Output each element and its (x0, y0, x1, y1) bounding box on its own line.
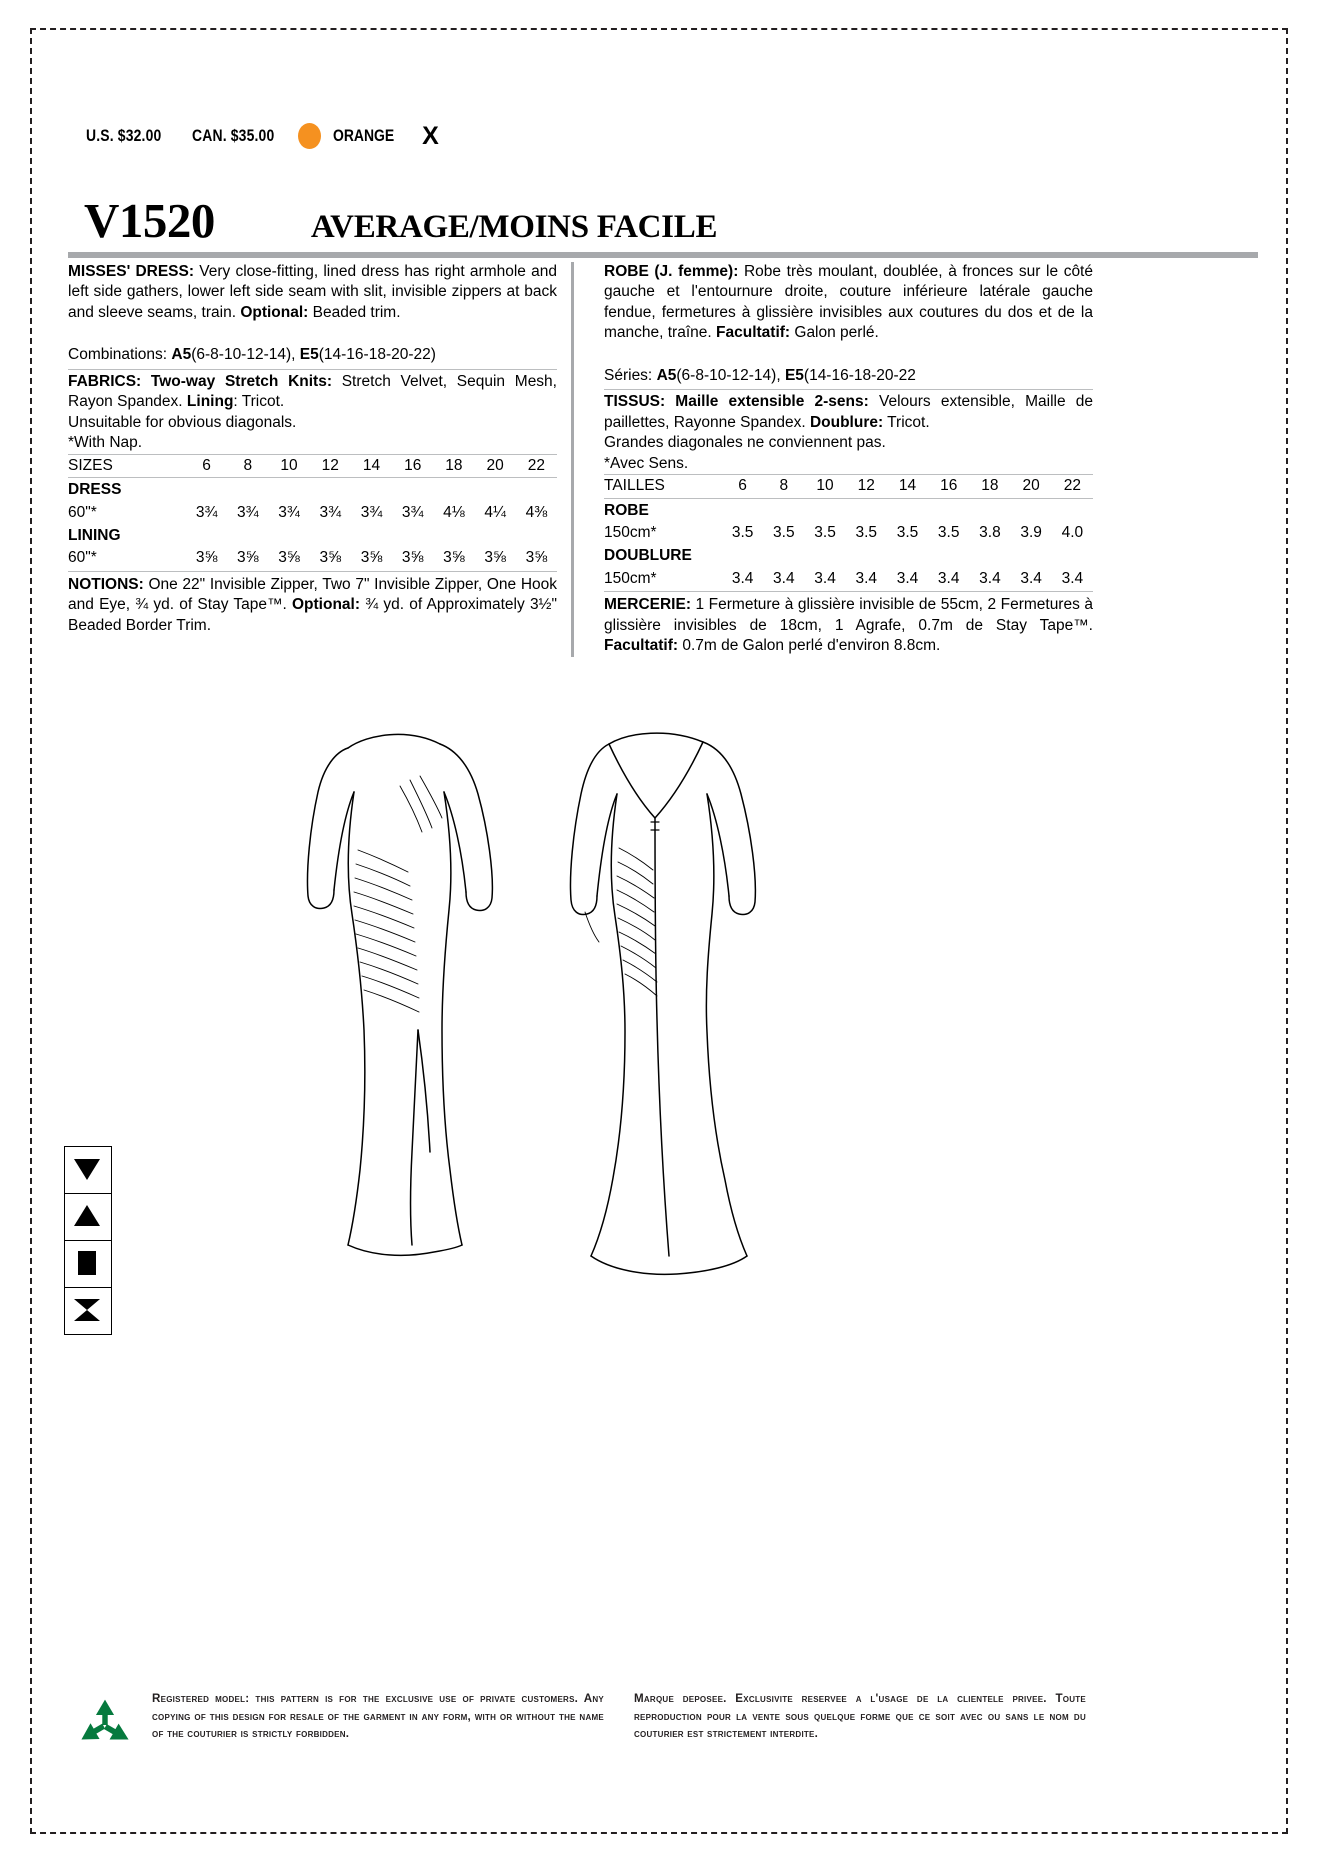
french-yardage-cell: 3.4 (1052, 568, 1093, 592)
french-combinations (604, 366, 1093, 386)
french-yardage-cell: 4.0 (1061, 523, 1084, 541)
table-row (604, 568, 1093, 592)
french-unsuitable: Grandes diagonales ne conviennent pas. (604, 434, 886, 452)
english-yardage-cell: 4¼ (484, 503, 506, 521)
english-notions-body: One 22" Invisible Zipper, Two 7" Invisible Zipper, One Hook and Eye, ¾ yd. of Stay Tape™. (68, 575, 557, 614)
view-symbols-strip (64, 1146, 112, 1335)
french-yardage-cell: 3.5 (937, 523, 960, 541)
french-optional-body: Galon perlé. (790, 324, 879, 342)
description-columns (68, 262, 1258, 657)
french-group-doublure-row (604, 544, 1093, 567)
french-notions-optional-label: Facultatif: (604, 637, 679, 655)
french-size-col: 12 (846, 475, 887, 498)
title-row (84, 193, 1212, 248)
french-combinations-label: Séries: (604, 366, 657, 384)
price-us: U.S. $32.00 (86, 126, 162, 145)
english-unsuitable: Unsuitable for obvious diagonals. (68, 413, 297, 431)
english-lining-body: : Tricot. (233, 393, 285, 411)
english-size-col: 14 (351, 454, 392, 477)
english-yardage-cell: 3¾ (360, 503, 383, 521)
french-yardage-cell: 3.4 (804, 568, 845, 592)
french-lining-label: Doublure: (809, 413, 884, 431)
french-width-label: 150cm* (604, 523, 657, 541)
french-column (590, 262, 1093, 657)
english-yardage-cell: 3⅝ (433, 547, 474, 571)
orange-swatch-icon (298, 123, 321, 149)
english-yardage-cell: 3⅝ (392, 547, 433, 571)
english-yardage-table (68, 454, 557, 572)
pattern-number: V1520 (84, 193, 215, 248)
english-combinations (68, 345, 557, 365)
english-fabrics (68, 372, 557, 413)
english-yardage-cell: 3⅝ (227, 547, 268, 571)
french-size-col: 8 (763, 475, 804, 498)
english-yardage-cell: 4⅛ (443, 503, 465, 521)
french-rule-1 (604, 389, 1093, 390)
french-yardage-cell: 3.4 (1011, 568, 1052, 592)
english-group-dress-row (68, 478, 557, 502)
french-size-col: 20 (1011, 475, 1052, 498)
footer-legal (68, 1690, 1258, 1754)
french-fabrics-body: Velours extensible, Maille de paillettes, Rayonne Spandex. (604, 393, 1093, 431)
french-combination-a: A5 (656, 366, 677, 384)
english-notions-optional-body: ¾ yd. of Approximately 3½" Beaded Border Trim. (68, 596, 557, 634)
english-size-col: 20 (475, 454, 516, 477)
table-row (604, 522, 1093, 544)
french-width-label: 150cm* (604, 568, 722, 592)
english-description-body: Very close-fitting, lined dress has right armhole and left side gathers, lower left side seam with slit, invisible zippers at back and sleeve seams, train. (68, 263, 557, 321)
english-yardage-cell: 3⅝ (475, 547, 516, 571)
english-width-label: 60"* (68, 503, 97, 521)
english-rule-1 (68, 369, 557, 370)
french-combination-e-sizes: (14-16-18-20-22 (803, 366, 916, 384)
english-group-name: DRESS (68, 481, 122, 499)
english-fabrics-body: Stretch Velvet, Sequin Mesh, Rayon Spandex. (68, 372, 557, 411)
english-yardage-cell: 3¾ (278, 503, 300, 521)
french-yardage-cell: 3.4 (928, 568, 969, 592)
price-row (86, 123, 439, 149)
french-description-label: ROBE (J. femme): (604, 263, 739, 280)
french-yardage-cell: 3.4 (763, 568, 804, 592)
legal-text-english: Registered model: this pattern is for the exclusive use of private customers. Any copying of this design for resale of the garment in any form, with or without the name of the couturier is strictly forbidden. (152, 1692, 604, 1741)
triangle-up-icon (65, 1194, 111, 1241)
english-size-col: 22 (516, 454, 557, 477)
color-label: ORANGE (333, 126, 395, 145)
english-description-label: MISSES' DRESS: (68, 263, 195, 280)
legal-text-french: Marque deposee. Exclusivite reservee a l'usage de la clientele privee. Toute reproduction pour la vente sous quelque forme que ce soit avec ou sans le nom du couturier est strictement interdite. (634, 1692, 1086, 1741)
english-size-col: 18 (433, 454, 474, 477)
english-combination-e-sizes: (14-16-18-20-22) (318, 346, 436, 364)
french-yardage-header-row (604, 475, 1093, 498)
french-description-body: Robe très moulant, doublée, à fronces sur le côté gauche et l'entournure droite, couture inférieure latérale gauche fendue, fermetures à glissière invisibles aux coutures du dos et de la manche, traîne. (604, 263, 1093, 342)
technical-drawings (300, 700, 1020, 1280)
english-yardage-cell: 3⅝ (351, 547, 392, 571)
english-yardage-cell: 3¾ (319, 503, 342, 521)
column-divider (571, 262, 574, 657)
english-width-label: 60"* (68, 547, 186, 571)
english-column (68, 262, 571, 657)
french-yardage-cell: 3.4 (846, 568, 887, 592)
english-notions (68, 575, 557, 636)
english-yardage-cell: 4⅜ (525, 503, 548, 521)
english-notions-optional-label: Optional: (292, 596, 361, 614)
english-notions-label: NOTIONS: (68, 575, 144, 593)
english-size-col: 6 (186, 454, 227, 477)
french-yardage-cell: 3.9 (1020, 523, 1042, 541)
french-size-col: 14 (887, 475, 928, 498)
french-notions-body: 1 Fermeture à glissière invisible de 55cm, 2 Fermetures à glissière invisibles de 18cm, 1 Agrafe, 0.7m de Stay Tape™. (604, 596, 1093, 634)
english-sizes-header: SIZES (68, 454, 186, 477)
price-can: CAN. $35.00 (191, 126, 275, 145)
french-yardage-table (604, 474, 1093, 592)
english-size-col: 8 (227, 454, 268, 477)
square-icon (65, 1241, 111, 1288)
english-yardage-cell: 3¾ (237, 503, 259, 521)
french-group-name: ROBE (604, 501, 649, 519)
french-description (604, 262, 1093, 344)
english-yardage-cell: 3⅝ (268, 547, 309, 571)
french-lining-body: Tricot. (883, 413, 930, 431)
english-fabrics-label: FABRICS: Two-way Stretch Knits: (68, 372, 332, 390)
french-yardage-cell: 3.5 (731, 523, 754, 541)
french-size-col: 6 (722, 475, 763, 498)
french-size-col: 18 (969, 475, 1010, 498)
french-group-robe-row (604, 498, 1093, 522)
english-yardage-cell: 3⅝ (310, 547, 351, 571)
french-combination-a-sizes: (6-8-10-12-14), (676, 366, 785, 384)
english-size-col: 10 (268, 454, 309, 477)
english-optional-label: Optional: (240, 303, 309, 321)
french-yardage-cell: 3.8 (979, 523, 1001, 541)
table-row (68, 547, 557, 571)
recycle-icon (76, 1696, 134, 1754)
dress-back-technical-drawing (570, 733, 755, 1274)
english-nap-note: *With Nap. (68, 434, 143, 452)
difficulty-label: AVERAGE/MOINS FACILE (310, 209, 718, 245)
french-yardage-cell: 3.4 (887, 568, 928, 592)
english-combinations-label: Combinations: (68, 346, 172, 364)
table-row (68, 502, 557, 524)
french-nap-note: *Avec Sens. (604, 454, 689, 472)
dress-front-technical-drawing (307, 734, 492, 1255)
triangle-down-icon (65, 1147, 111, 1194)
french-sizes-header: TAILLES (604, 475, 722, 498)
french-optional-label: Facultatif: (716, 324, 791, 342)
english-size-col: 12 (310, 454, 351, 477)
french-notions-label: MERCERIE: (604, 596, 691, 614)
hourglass-icon (65, 1288, 111, 1334)
english-yardage-cell: 3⅝ (186, 547, 227, 571)
english-group-lining-row (68, 524, 557, 547)
french-yardage-cell: 3.4 (969, 568, 1010, 592)
english-group-name: LINING (68, 526, 121, 544)
french-yardage-cell: 3.4 (722, 568, 763, 592)
title-divider-rule (68, 252, 1258, 258)
french-fabrics-label: TISSUS: Maille extensible 2-sens: (604, 393, 869, 411)
english-size-col: 16 (392, 454, 433, 477)
french-group-name: DOUBLURE (604, 547, 692, 565)
english-description (68, 262, 557, 323)
english-lining-label: Lining (186, 393, 234, 411)
english-combination-a: A5 (171, 346, 192, 364)
english-optional-body: Beaded trim. (308, 303, 401, 321)
french-notions-optional-body: 0.7m de Galon perlé d'environ 8.8cm. (678, 637, 941, 655)
french-notions (604, 595, 1093, 656)
french-yardage-cell: 3.5 (773, 523, 795, 541)
english-combination-a-sizes: (6-8-10-12-14), (191, 346, 300, 364)
french-size-col: 10 (804, 475, 845, 498)
french-yardage-cell: 3.5 (855, 523, 878, 541)
english-yardage-cell: 3¾ (401, 503, 424, 521)
english-yardage-header-row (68, 454, 557, 477)
french-fabrics (604, 392, 1093, 433)
french-combination-e: E5 (784, 366, 804, 384)
english-combination-e: E5 (299, 346, 319, 364)
french-yardage-cell: 3.5 (896, 523, 919, 541)
french-size-col: 22 (1052, 475, 1093, 498)
english-yardage-cell: 3⅝ (516, 547, 557, 571)
french-yardage-cell: 3.5 (814, 523, 836, 541)
size-group-mark: X (422, 121, 439, 150)
french-size-col: 16 (928, 475, 969, 498)
english-yardage-cell: 3¾ (195, 503, 218, 521)
